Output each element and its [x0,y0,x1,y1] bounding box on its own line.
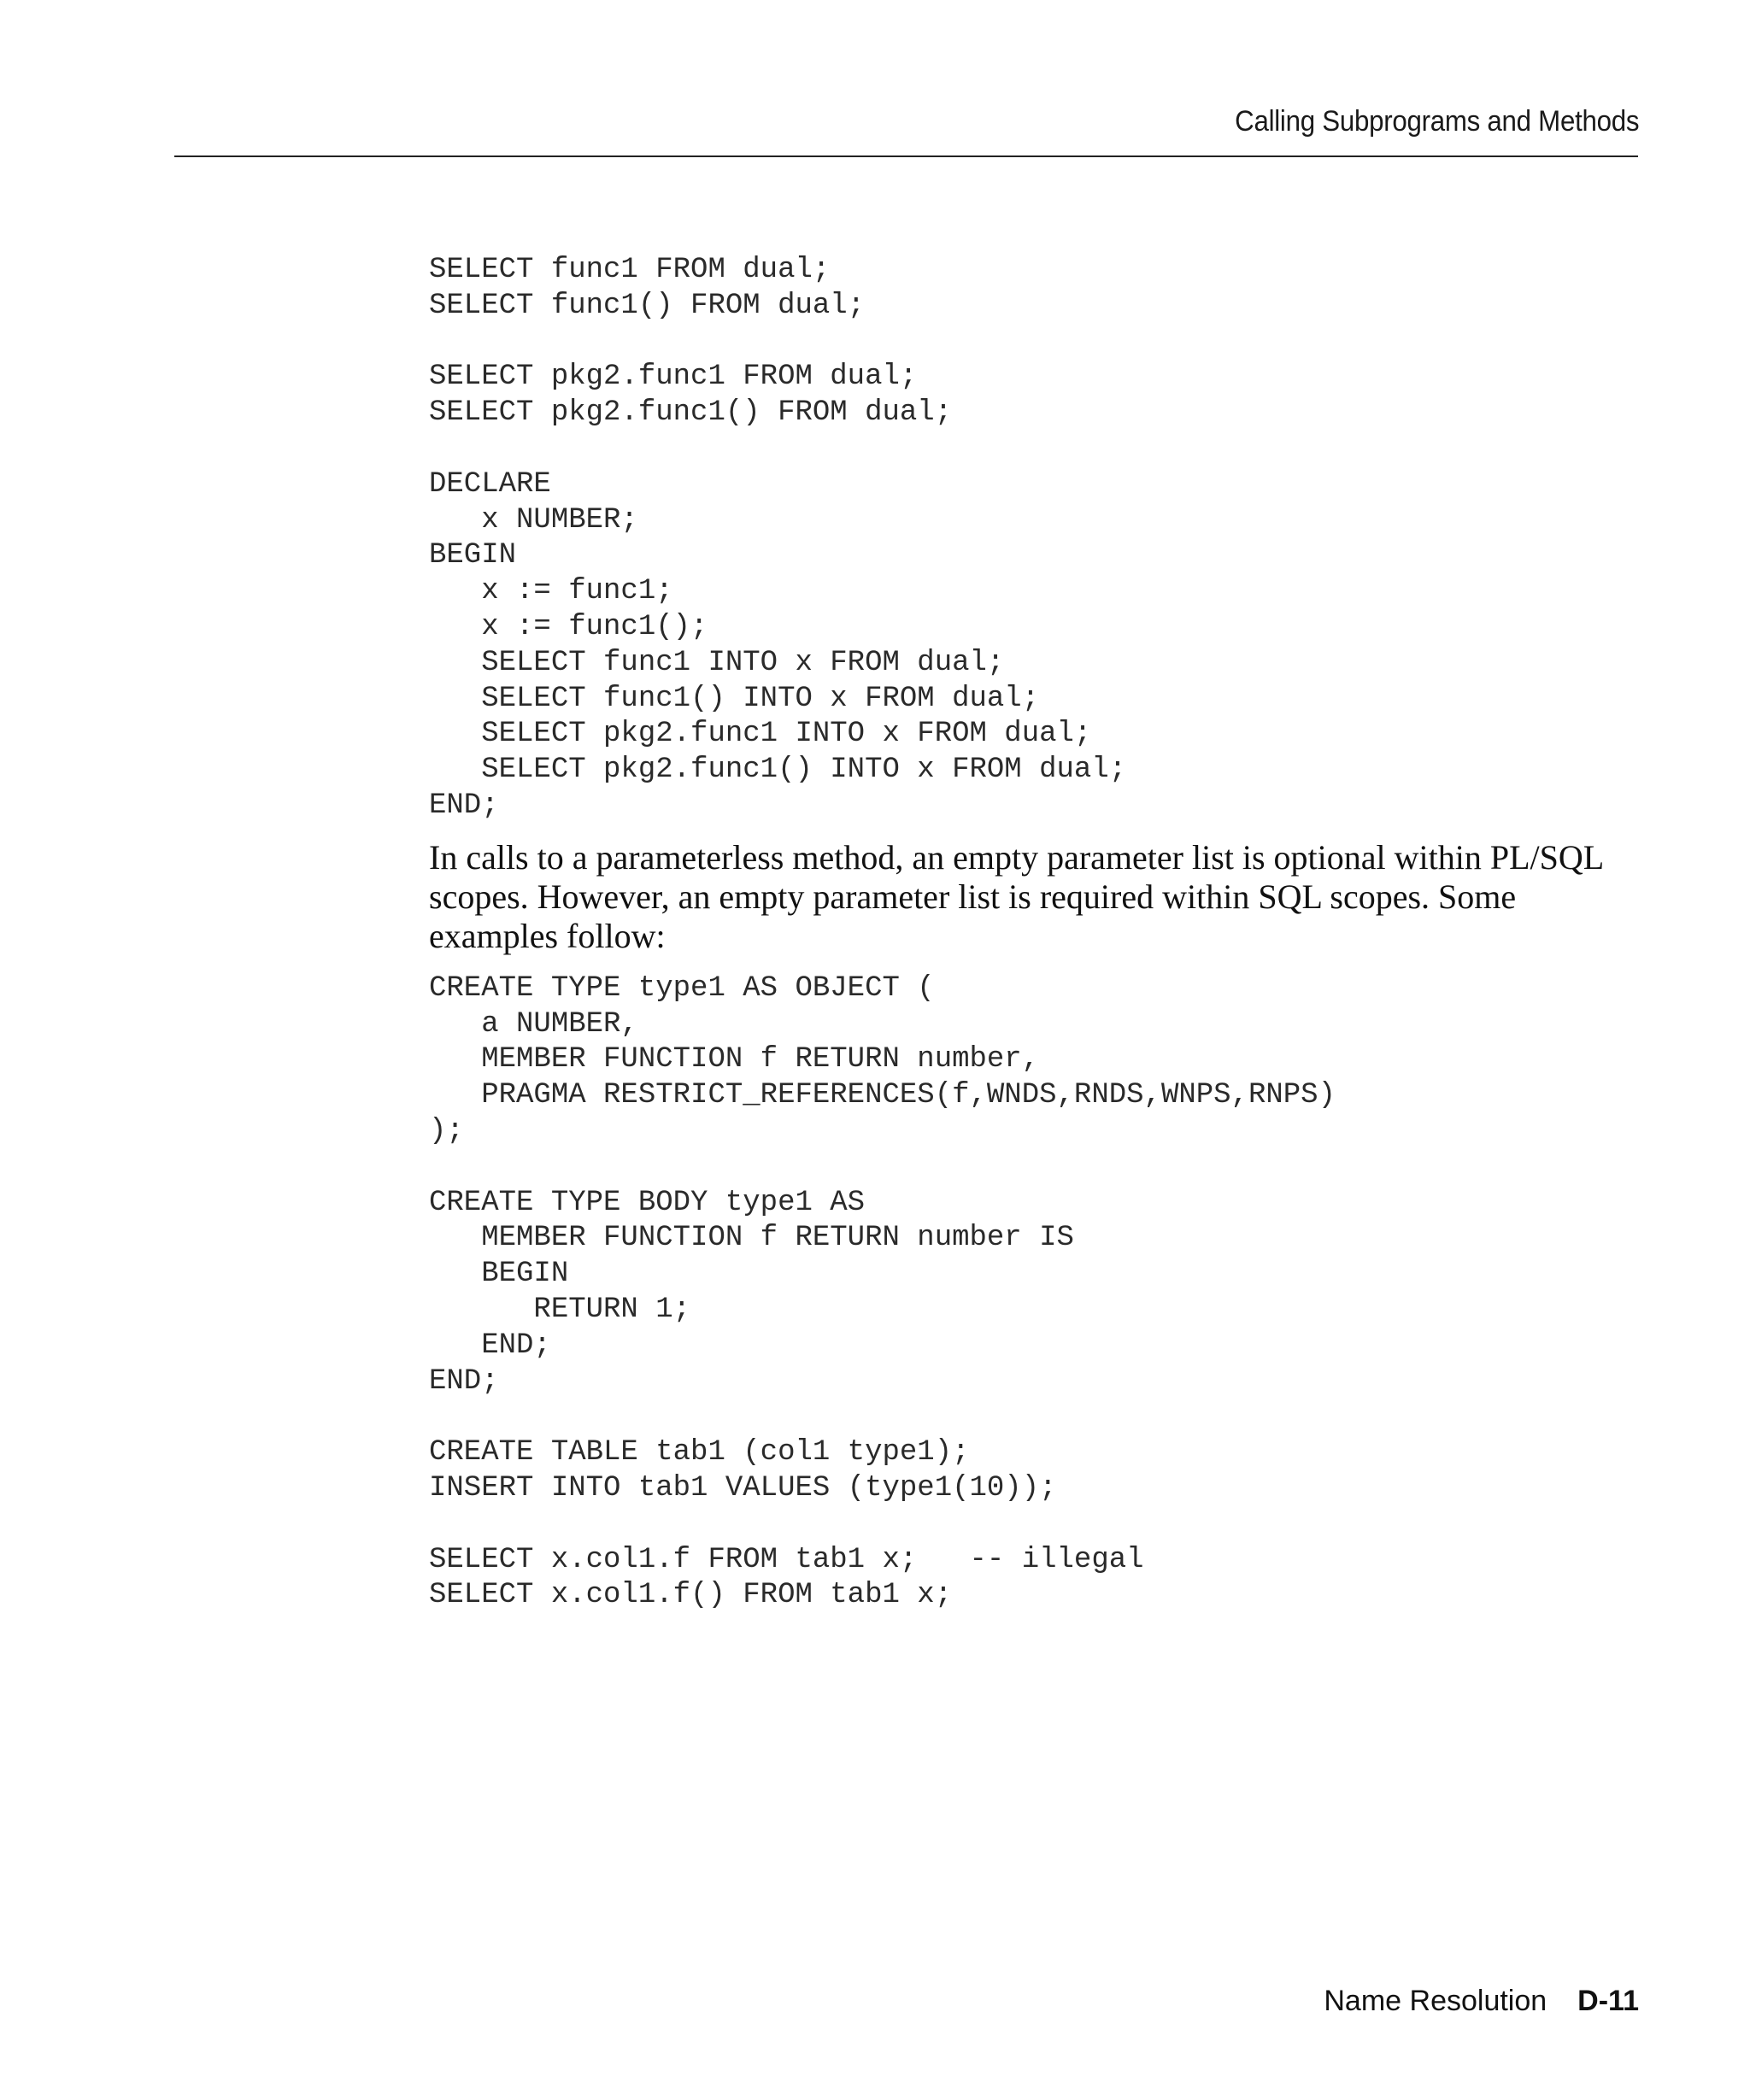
header-rule [174,155,1638,157]
code-line: MEMBER FUNCTION f RETURN number IS [429,1222,1074,1255]
code-line: SELECT func1 FROM dual; [429,254,831,286]
code-line: BEGIN [429,1258,569,1291]
code-line: SELECT func1() INTO x FROM dual; [429,682,1040,715]
code-line: SELECT x.col1.f() FROM tab1 x; [429,1579,953,1612]
code-line: x NUMBER; [429,503,638,537]
code-line: RETURN 1; [429,1293,691,1326]
page-footer [1324,1984,1639,2018]
page-content [429,253,1642,1614]
code-line: BEGIN [429,539,517,572]
footer-chapter-title: Name Resolution [1324,1985,1547,2017]
code-line: CREATE TYPE type1 AS OBJECT ( [429,971,935,1005]
code-line [429,325,1642,361]
code-line [429,1150,1642,1186]
code-line: SELECT func1() FROM dual; [429,289,866,322]
code-line [429,431,1642,467]
footer-page-number: D-11 [1577,1985,1639,2017]
code-line: SELECT x.col1.f FROM tab1 x; -- illegal [429,1543,1144,1576]
code-line: PRAGMA RESTRICT_REFERENCES(f,WNDS,RNDS,WNPS,RNPS) [429,1079,1336,1112]
code-line: INSERT INTO tab1 VALUES (type1(10)); [429,1471,1057,1505]
code-line: CREATE TYPE BODY type1 AS [429,1186,866,1219]
code-line: SELECT pkg2.func1() INTO x FROM dual; [429,754,1127,787]
code-example-method-calls [429,971,1642,1614]
code-line: SELECT func1 INTO x FROM dual; [429,646,1005,679]
code-line: END; [429,1329,551,1362]
code-line: SELECT pkg2.func1 INTO x FROM dual; [429,718,1092,751]
body-paragraph: In calls to a parameterless method, an empty parameter list is optional within PL/SQL scopes. However, an empty parameter list is required within SQL scopes. Some examples follow: [429,837,1603,955]
code-line: ); [429,1114,464,1147]
running-header: Calling Subprograms and Methods [1234,105,1639,138]
code-line: CREATE TABLE tab1 (col1 type1); [429,1436,970,1469]
code-line: a NUMBER, [429,1007,638,1041]
code-line: END; [429,789,499,822]
code-line: DECLARE [429,467,551,501]
code-line [429,1399,1642,1435]
code-line [429,1507,1642,1543]
code-line: SELECT pkg2.func1() FROM dual; [429,396,953,430]
code-line: END; [429,1364,499,1398]
code-line: x := func1(); [429,610,708,643]
code-line: SELECT pkg2.func1 FROM dual; [429,361,918,394]
code-line: x := func1; [429,575,673,608]
code-line: MEMBER FUNCTION f RETURN number, [429,1043,1040,1076]
code-example-function-calls [429,253,1642,824]
